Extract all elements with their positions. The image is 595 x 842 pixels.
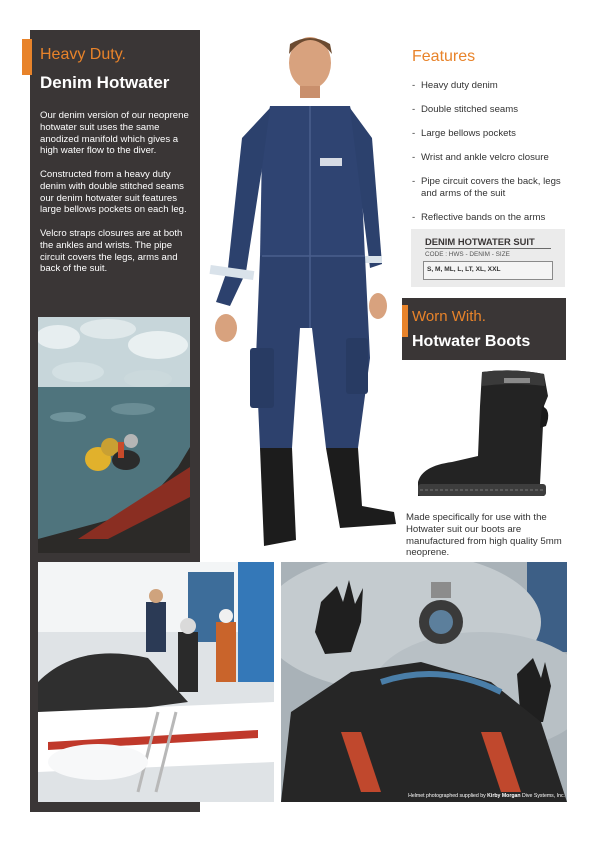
feature-item: - Wrist and ankle velcro closure <box>412 152 562 164</box>
features-list <box>412 80 562 236</box>
product-code-title: DENIM HOTWATER SUIT <box>425 236 535 247</box>
photo-credit-prefix: Helmet photographed supplied by <box>408 793 488 799</box>
left-paragraph-2: Constructed from a heavy duty denim with double stitched seams our denim hotwater suit features large bellows pockets on each leg. <box>40 168 187 216</box>
left-title-small: Heavy Duty. <box>40 46 126 63</box>
feature-item: - Reflective bands on the arms <box>412 212 562 224</box>
product-code-sizes: S, M, ML, L, LT, XL, XXL <box>423 261 553 280</box>
feature-item: - Pipe circuit covers the back, legs and arms of the suit <box>412 176 562 200</box>
accent-bar <box>22 39 32 75</box>
feature-item: - Double stitched seams <box>412 104 562 116</box>
hotwater-boot-photo <box>412 366 562 504</box>
product-code-box <box>411 229 565 287</box>
left-title-big: Denim Hotwater <box>40 73 170 92</box>
feature-item: - Heavy duty denim <box>412 80 562 92</box>
photo-credit <box>370 793 565 799</box>
left-paragraph-1: Our denim version of our neoprene hotwater suit uses the same anodized manifold which gives a high water flow to the diver. <box>40 110 189 157</box>
worn-with-accent-bar <box>402 305 408 337</box>
photo-credit-brand: Kirby Morgan <box>487 793 521 799</box>
product-code-divider <box>425 248 551 249</box>
boot-description: Made specifically for use with the Hotwater suit our boots are manufactured from high quality 5mm neoprene. <box>406 512 562 559</box>
feature-item: - Large bellows pockets <box>412 128 562 140</box>
denim-suit-model-photo <box>200 28 400 554</box>
product-code-subtitle: CODE : HWS - DENIM - SIZE <box>425 251 510 258</box>
diver-ice-water-photo <box>38 317 190 553</box>
features-title: Features <box>412 48 476 65</box>
diver-steam-photo <box>281 562 567 802</box>
worn-with-title-big: Hotwater Boots <box>412 333 531 350</box>
worn-with-title-small: Worn With. <box>412 308 486 325</box>
left-description <box>40 110 196 287</box>
divers-on-ice-photo <box>38 562 274 802</box>
photo-credit-suffix: Dive Systems, Inc. <box>520 793 565 799</box>
left-paragraph-3: Velcro straps closures are at both the ankles and wrists. The pipe circuit covers the legs, arms and back of the suit. <box>40 227 183 275</box>
